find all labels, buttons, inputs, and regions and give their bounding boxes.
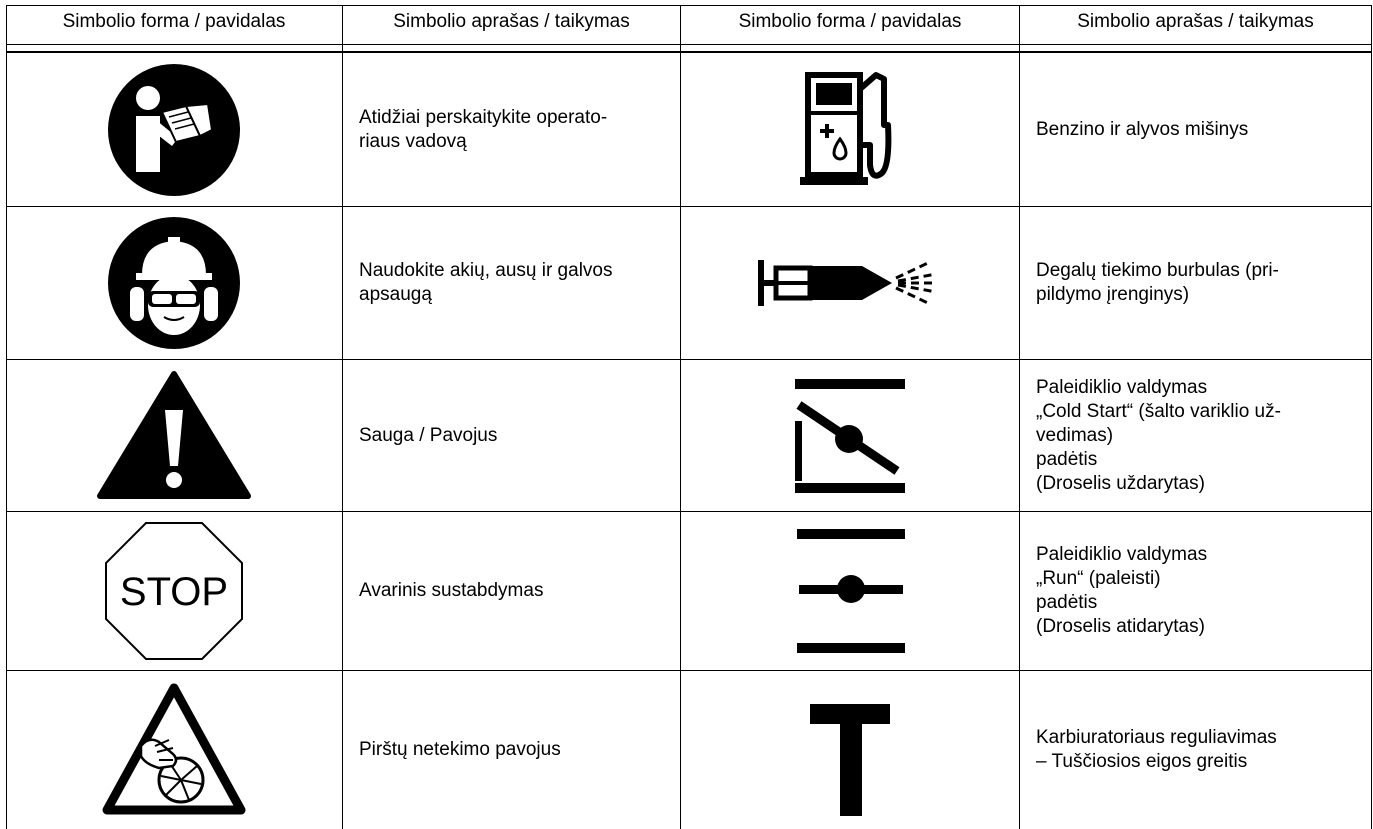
idle-speed-t-icon — [681, 671, 1019, 829]
description-cell: Atidžiai perskaitykite operato- riaus vadovą — [359, 106, 608, 152]
fuel-pump-icon — [681, 53, 1019, 206]
description-cell: Naudokite akių, ausų ir galvos apsaugą — [359, 260, 613, 305]
warning-triangle-icon — [6, 360, 342, 511]
header-symbol-description: Simbolio aprašas / taikymas — [1077, 11, 1314, 32]
description-cell: Paleidiklio valdymas „Run“ (paleisti) padėtis (Droselis atidarytas) — [1036, 544, 1208, 637]
eye-ear-head-protection-icon — [6, 207, 342, 359]
finger-cut-hazard-icon — [6, 671, 342, 829]
header-symbol-form: Simbolio forma / pavidalas — [62, 11, 286, 32]
description-cell: Karbiuratoriaus reguliavimas – Tuščiosios eigos greitis — [1036, 727, 1277, 772]
header-symbol-form: Simbolio forma / pavidalas — [738, 11, 962, 32]
header-symbol-description: Simbolio aprašas / taikymas — [393, 11, 630, 32]
read-manual-icon — [6, 53, 342, 206]
choke-closed-icon — [681, 360, 1019, 511]
choke-open-icon — [681, 512, 1019, 670]
stop-sign-label: STOP — [119, 570, 229, 614]
column-border — [1371, 5, 1372, 829]
description-cell: Sauga / Pavojus — [359, 424, 498, 446]
description-cell: Benzino ir alyvos mišinys — [1036, 118, 1249, 140]
header-separator-line1 — [6, 44, 1372, 45]
description-cell: Degalų tiekimo burbulas (pri- pildymo įrenginys) — [1036, 260, 1279, 305]
stop-sign-icon — [6, 512, 342, 670]
description-cell: Avarinis sustabdymas — [359, 580, 544, 601]
description-cell: Pirštų netekimo pavojus — [359, 739, 561, 760]
primer-bulb-icon — [681, 207, 1019, 359]
description-cell: Paleidiklio valdymas „Cold Start“ (šalto variklio už- vedimas) padėtis (Droselis uždarytas) — [1036, 376, 1281, 494]
